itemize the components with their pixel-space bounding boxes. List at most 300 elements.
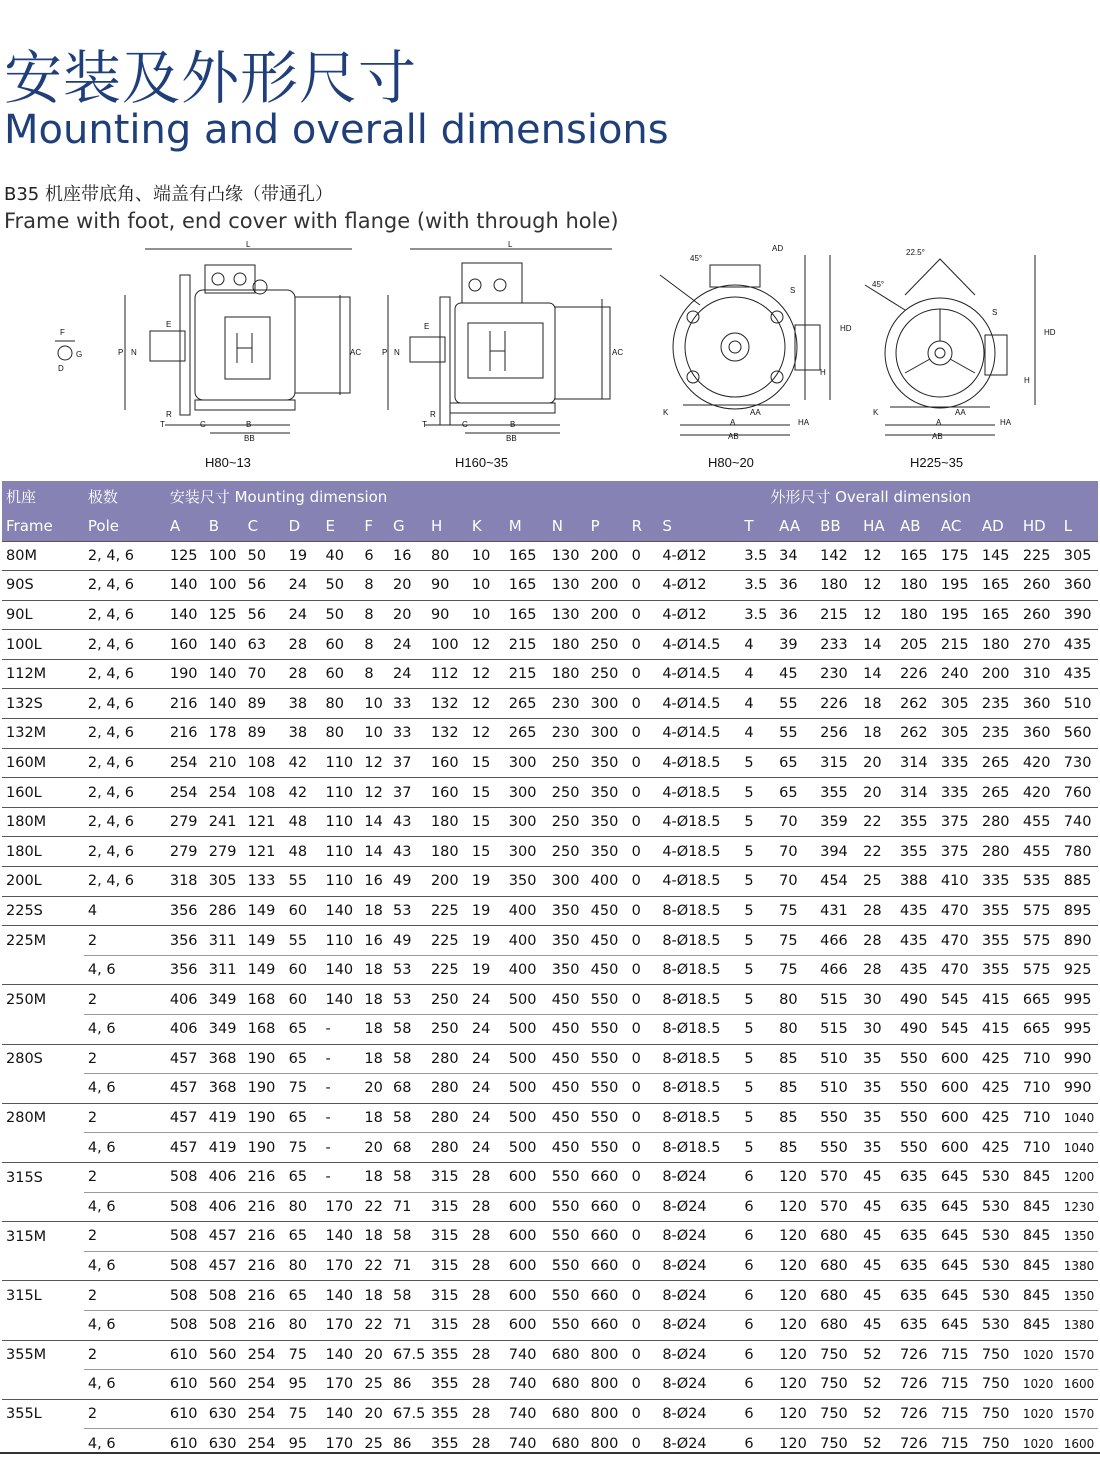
pole-cell: 2, 4, 6 — [84, 837, 166, 867]
value-cell: 545 — [937, 1015, 978, 1045]
value-cell: 85 — [775, 1044, 816, 1074]
value-cell: 53 — [389, 896, 427, 926]
value-cell: 71 — [389, 1310, 427, 1340]
label-B-1: B — [246, 420, 252, 429]
value-cell: 515 — [816, 1015, 859, 1045]
label-C-1: C — [200, 420, 206, 429]
value-cell: 71 — [389, 1192, 427, 1222]
value-cell: 425 — [978, 1074, 1019, 1104]
value-cell: 22 — [360, 1310, 389, 1340]
value-cell: 845 — [1019, 1162, 1060, 1192]
value-cell: 226 — [816, 689, 859, 719]
value-cell: 40 — [321, 541, 360, 571]
value-cell: 508 — [166, 1192, 205, 1222]
value-cell: 165 — [505, 541, 548, 571]
value-cell: 3.5 — [740, 600, 775, 630]
column-header-ab: AB — [899, 516, 921, 535]
frame-cell — [2, 1133, 84, 1163]
value-cell: 500 — [505, 1015, 548, 1045]
value-cell: 560 — [205, 1340, 244, 1370]
value-cell: 635 — [896, 1192, 937, 1222]
value-cell: 315 — [427, 1222, 468, 1252]
value-cell: 510 — [816, 1074, 859, 1104]
value-cell: 216 — [244, 1281, 285, 1311]
table-row — [2, 926, 1098, 956]
value-cell: 4-Ø18.5 — [658, 807, 740, 837]
value-cell: 355 — [896, 807, 937, 837]
value-cell: 130 — [548, 541, 587, 571]
label-R-1: R — [166, 410, 172, 419]
pole-cell: 2, 4, 6 — [84, 689, 166, 719]
value-cell: 8 — [360, 659, 389, 689]
value-cell: 265 — [978, 748, 1019, 778]
value-cell: 165 — [505, 600, 548, 630]
value-cell: 406 — [205, 1192, 244, 1222]
value-cell: 645 — [937, 1310, 978, 1340]
side-view-small-drawing — [55, 249, 352, 433]
value-cell: 300 — [587, 719, 628, 749]
value-cell: 205 — [896, 630, 937, 660]
label-N-2: N — [394, 348, 400, 357]
value-cell: 280 — [427, 1074, 468, 1104]
value-cell: 6 — [740, 1162, 775, 1192]
value-cell: 45 — [859, 1192, 896, 1222]
value-cell: - — [321, 1103, 360, 1133]
value-cell: 0 — [628, 1074, 659, 1104]
value-cell: 75 — [285, 1340, 322, 1370]
value-cell: 12 — [468, 630, 505, 660]
pole-cell: 2 — [84, 1044, 166, 1074]
value-cell: 550 — [587, 1044, 628, 1074]
value-cell: 80 — [285, 1192, 322, 1222]
value-cell: 0 — [628, 926, 659, 956]
table-header-row-1 — [2, 481, 1098, 511]
value-cell: 455 — [1019, 807, 1060, 837]
value-cell: 8-Ø24 — [658, 1340, 740, 1370]
value-cell: 170 — [321, 1370, 360, 1400]
value-cell: 18 — [360, 1281, 389, 1311]
value-cell: 80 — [285, 1251, 322, 1281]
value-cell: 1040 — [1060, 1103, 1098, 1133]
value-cell: 645 — [937, 1222, 978, 1252]
value-cell: 1600 — [1060, 1429, 1098, 1458]
value-cell: 260 — [1019, 600, 1060, 630]
value-cell: 25 — [360, 1429, 389, 1458]
value-cell: 14 — [360, 807, 389, 837]
pole-cell: 4, 6 — [84, 1015, 166, 1045]
value-cell: 310 — [1019, 659, 1060, 689]
value-cell: 216 — [244, 1192, 285, 1222]
value-cell: 215 — [937, 630, 978, 660]
value-cell: 0 — [628, 719, 659, 749]
value-cell: 200 — [587, 600, 628, 630]
value-cell: 75 — [775, 926, 816, 956]
value-cell: 375 — [937, 807, 978, 837]
value-cell: 133 — [244, 867, 285, 897]
value-cell: 80 — [427, 541, 468, 571]
value-cell: 280 — [427, 1044, 468, 1074]
value-cell: 550 — [587, 985, 628, 1015]
value-cell: 28 — [468, 1310, 505, 1340]
value-cell: 0 — [628, 1281, 659, 1311]
dimension-drawings — [0, 235, 1100, 475]
value-cell: 318 — [166, 867, 205, 897]
value-cell: 180 — [816, 571, 859, 601]
value-cell: 15 — [468, 778, 505, 808]
value-cell: 406 — [166, 985, 205, 1015]
value-cell: 305 — [1060, 541, 1098, 571]
value-cell: 120 — [775, 1399, 816, 1429]
value-cell: 0 — [628, 689, 659, 719]
value-cell: 550 — [548, 1222, 587, 1252]
value-cell: 33 — [389, 719, 427, 749]
table-row — [2, 630, 1098, 660]
value-cell: 120 — [775, 1162, 816, 1192]
value-cell: 80 — [321, 689, 360, 719]
value-cell: 0 — [628, 1429, 659, 1458]
value-cell: 12 — [360, 748, 389, 778]
value-cell: 200 — [978, 659, 1019, 689]
drawing-caption-1: H80~13 — [205, 455, 251, 470]
value-cell: 80 — [775, 1015, 816, 1045]
value-cell: 25 — [360, 1370, 389, 1400]
value-cell: 20 — [360, 1399, 389, 1429]
label-angle45-1: 45° — [690, 254, 703, 263]
column-header-p: P — [590, 516, 600, 535]
value-cell: 350 — [587, 837, 628, 867]
value-cell: 406 — [205, 1162, 244, 1192]
value-cell: 170 — [321, 1310, 360, 1340]
value-cell: 254 — [244, 1429, 285, 1458]
value-cell: 110 — [321, 867, 360, 897]
value-cell: 190 — [244, 1044, 285, 1074]
value-cell: 710 — [1019, 1044, 1060, 1074]
value-cell: 680 — [548, 1399, 587, 1429]
table-row — [2, 837, 1098, 867]
value-cell: 10 — [468, 541, 505, 571]
value-cell: 645 — [937, 1192, 978, 1222]
value-cell: - — [321, 1162, 360, 1192]
column-header-pole: Pole — [87, 516, 120, 535]
value-cell: 125 — [166, 541, 205, 571]
table-row — [2, 1370, 1098, 1400]
table-row — [2, 1222, 1098, 1252]
label-C-2: C — [462, 420, 468, 429]
value-cell: 435 — [896, 955, 937, 985]
value-cell: 8 — [360, 630, 389, 660]
column-header-hd: HD — [1022, 516, 1046, 535]
value-cell: 1200 — [1060, 1162, 1098, 1192]
value-cell: 360 — [1019, 689, 1060, 719]
value-cell: 8-Ø24 — [658, 1192, 740, 1222]
value-cell: 660 — [587, 1162, 628, 1192]
value-cell: 35 — [859, 1133, 896, 1163]
value-cell: 715 — [937, 1370, 978, 1400]
value-cell: 60 — [285, 955, 322, 985]
value-cell: 450 — [587, 896, 628, 926]
value-cell: 8-Ø18.5 — [658, 896, 740, 926]
value-cell: 37 — [389, 778, 427, 808]
value-cell: 210 — [205, 748, 244, 778]
pole-cell: 2, 4, 6 — [84, 659, 166, 689]
value-cell: - — [321, 1044, 360, 1074]
value-cell: 75 — [285, 1133, 322, 1163]
value-cell: 800 — [587, 1370, 628, 1400]
value-cell: 50 — [244, 541, 285, 571]
value-cell: 450 — [548, 985, 587, 1015]
value-cell: 750 — [816, 1399, 859, 1429]
table-row — [2, 719, 1098, 749]
value-cell: 750 — [978, 1429, 1019, 1458]
value-cell: 140 — [321, 1222, 360, 1252]
value-cell: 250 — [548, 837, 587, 867]
value-cell: 71 — [389, 1251, 427, 1281]
value-cell: 168 — [244, 1015, 285, 1045]
value-cell: 75 — [285, 1399, 322, 1429]
value-cell: 18 — [360, 1162, 389, 1192]
value-cell: 1020 — [1019, 1429, 1060, 1458]
value-cell: 12 — [468, 659, 505, 689]
value-cell: 660 — [587, 1222, 628, 1252]
front-view-large-drawing — [865, 255, 1035, 435]
value-cell: 845 — [1019, 1192, 1060, 1222]
value-cell: 1350 — [1060, 1222, 1098, 1252]
column-header-a: A — [169, 516, 181, 535]
label-S-2: S — [992, 308, 998, 317]
value-cell: 25 — [859, 867, 896, 897]
header-pole-cn: 极数 — [87, 487, 118, 506]
value-cell: 350 — [548, 926, 587, 956]
value-cell: 0 — [628, 1015, 659, 1045]
value-cell: 22 — [360, 1192, 389, 1222]
value-cell: 450 — [548, 1015, 587, 1045]
pole-cell: 4, 6 — [84, 955, 166, 985]
value-cell: 4-Ø18.5 — [658, 837, 740, 867]
value-cell: 24 — [389, 630, 427, 660]
value-cell: 1570 — [1060, 1399, 1098, 1429]
pole-cell: 2 — [84, 1281, 166, 1311]
value-cell: 22 — [360, 1251, 389, 1281]
value-cell: 575 — [1019, 955, 1060, 985]
value-cell: 67.5 — [389, 1399, 427, 1429]
column-header-ha: HA — [863, 516, 885, 535]
value-cell: 359 — [816, 807, 859, 837]
label-E-1: E — [166, 320, 172, 329]
value-cell: 22 — [859, 807, 896, 837]
value-cell: 60 — [321, 630, 360, 660]
value-cell: 195 — [937, 571, 978, 601]
value-cell: 28 — [468, 1162, 505, 1192]
value-cell: 885 — [1060, 867, 1098, 897]
value-cell: 406 — [166, 1015, 205, 1045]
value-cell: 175 — [937, 541, 978, 571]
value-cell: 100 — [427, 630, 468, 660]
value-cell: 130 — [548, 600, 587, 630]
value-cell: 0 — [628, 807, 659, 837]
pole-cell: 2 — [84, 1399, 166, 1429]
value-cell: 10 — [360, 689, 389, 719]
value-cell: 190 — [244, 1103, 285, 1133]
label-D: D — [58, 364, 64, 373]
value-cell: 6 — [740, 1222, 775, 1252]
value-cell: 680 — [816, 1310, 859, 1340]
value-cell: 550 — [548, 1251, 587, 1281]
value-cell: 270 — [1019, 630, 1060, 660]
value-cell: 120 — [775, 1281, 816, 1311]
label-angle225: 22.5° — [906, 248, 925, 257]
value-cell: 89 — [244, 689, 285, 719]
value-cell: 8-Ø24 — [658, 1251, 740, 1281]
label-T-2: T — [422, 420, 427, 429]
frame-cell: 160L — [2, 778, 84, 808]
value-cell: 70 — [775, 867, 816, 897]
value-cell: 65 — [775, 778, 816, 808]
value-cell: 58 — [389, 1162, 427, 1192]
value-cell: 0 — [628, 1192, 659, 1222]
value-cell: 300 — [505, 748, 548, 778]
value-cell: 355 — [978, 896, 1019, 926]
value-cell: 28 — [859, 926, 896, 956]
value-cell: 160 — [427, 748, 468, 778]
value-cell: 0 — [628, 837, 659, 867]
value-cell: 550 — [548, 1162, 587, 1192]
value-cell: 454 — [816, 867, 859, 897]
value-cell: - — [321, 1015, 360, 1045]
value-cell: 75 — [285, 1074, 322, 1104]
value-cell: 508 — [166, 1251, 205, 1281]
value-cell: 225 — [427, 896, 468, 926]
value-cell: 65 — [285, 1222, 322, 1252]
value-cell: 8-Ø24 — [658, 1429, 740, 1458]
value-cell: 726 — [896, 1340, 937, 1370]
value-cell: 425 — [978, 1044, 1019, 1074]
value-cell: 508 — [166, 1281, 205, 1311]
value-cell: 350 — [587, 748, 628, 778]
value-cell: 4 — [740, 689, 775, 719]
value-cell: 390 — [1060, 600, 1098, 630]
value-cell: 314 — [896, 778, 937, 808]
value-cell: 457 — [166, 1074, 205, 1104]
table-row — [2, 896, 1098, 926]
value-cell: 1570 — [1060, 1340, 1098, 1370]
value-cell: 112 — [427, 659, 468, 689]
value-cell: 254 — [166, 778, 205, 808]
value-cell: 550 — [816, 1133, 859, 1163]
value-cell: 420 — [1019, 778, 1060, 808]
value-cell: 215 — [816, 600, 859, 630]
value-cell: 8-Ø24 — [658, 1222, 740, 1252]
value-cell: 300 — [505, 837, 548, 867]
value-cell: 170 — [321, 1429, 360, 1458]
pole-cell: 2, 4, 6 — [84, 778, 166, 808]
value-cell: 168 — [244, 985, 285, 1015]
value-cell: 140 — [166, 600, 205, 630]
value-cell: 530 — [978, 1281, 1019, 1311]
table-row — [2, 541, 1098, 571]
label-A-2: A — [936, 418, 942, 427]
value-cell: 68 — [389, 1074, 427, 1104]
value-cell: 715 — [937, 1429, 978, 1458]
value-cell: 140 — [166, 571, 205, 601]
value-cell: 10 — [468, 571, 505, 601]
value-cell: 0 — [628, 1370, 659, 1400]
value-cell: 28 — [468, 1399, 505, 1429]
value-cell: 450 — [587, 926, 628, 956]
value-cell: 4-Ø18.5 — [658, 867, 740, 897]
value-cell: 20 — [360, 1133, 389, 1163]
value-cell: 265 — [505, 719, 548, 749]
frame-cell: 355M — [2, 1340, 84, 1370]
value-cell: 490 — [896, 1015, 937, 1045]
value-cell: 450 — [548, 1044, 587, 1074]
value-cell: 600 — [937, 1074, 978, 1104]
value-cell: 165 — [505, 571, 548, 601]
value-cell: 0 — [628, 867, 659, 897]
value-cell: 4 — [740, 630, 775, 660]
value-cell: 425 — [978, 1103, 1019, 1133]
value-cell: 726 — [896, 1370, 937, 1400]
value-cell: 4-Ø12 — [658, 600, 740, 630]
value-cell: 140 — [321, 1281, 360, 1311]
value-cell: 24 — [285, 600, 322, 630]
value-cell: 65 — [285, 1103, 322, 1133]
table-row — [2, 1044, 1098, 1074]
value-cell: 8-Ø24 — [658, 1399, 740, 1429]
value-cell: 35 — [859, 1103, 896, 1133]
value-cell: 315 — [427, 1281, 468, 1311]
value-cell: 39 — [775, 630, 816, 660]
value-cell: 400 — [587, 867, 628, 897]
value-cell: 24 — [468, 1044, 505, 1074]
value-cell: 356 — [166, 896, 205, 926]
value-cell: 550 — [896, 1133, 937, 1163]
value-cell: 750 — [978, 1399, 1019, 1429]
value-cell: 995 — [1060, 985, 1098, 1015]
table-row — [2, 1340, 1098, 1370]
value-cell: 740 — [1060, 807, 1098, 837]
pole-cell: 2 — [84, 1222, 166, 1252]
value-cell: 8-Ø24 — [658, 1162, 740, 1192]
table-row — [2, 985, 1098, 1015]
value-cell: 8 — [360, 571, 389, 601]
value-cell: 8-Ø18.5 — [658, 1015, 740, 1045]
pole-cell: 4 — [84, 896, 166, 926]
column-header-d: D — [288, 516, 301, 535]
value-cell: 28 — [468, 1370, 505, 1400]
frame-cell: 100L — [2, 630, 84, 660]
value-cell: 750 — [816, 1429, 859, 1458]
value-cell: 305 — [205, 867, 244, 897]
value-cell: 140 — [321, 896, 360, 926]
value-cell: 311 — [205, 926, 244, 956]
value-cell: 508 — [166, 1310, 205, 1340]
value-cell: 68 — [389, 1133, 427, 1163]
value-cell: 305 — [937, 719, 978, 749]
value-cell: 435 — [1060, 659, 1098, 689]
value-cell: 121 — [244, 837, 285, 867]
value-cell: 28 — [468, 1251, 505, 1281]
value-cell: 535 — [1019, 867, 1060, 897]
value-cell: 660 — [587, 1310, 628, 1340]
value-cell: 550 — [587, 1133, 628, 1163]
value-cell: 508 — [205, 1281, 244, 1311]
bottom-divider — [0, 1452, 1100, 1454]
value-cell: 600 — [505, 1192, 548, 1222]
value-cell: 254 — [244, 1399, 285, 1429]
value-cell: 680 — [816, 1222, 859, 1252]
value-cell: 388 — [896, 867, 937, 897]
value-cell: 38 — [285, 719, 322, 749]
